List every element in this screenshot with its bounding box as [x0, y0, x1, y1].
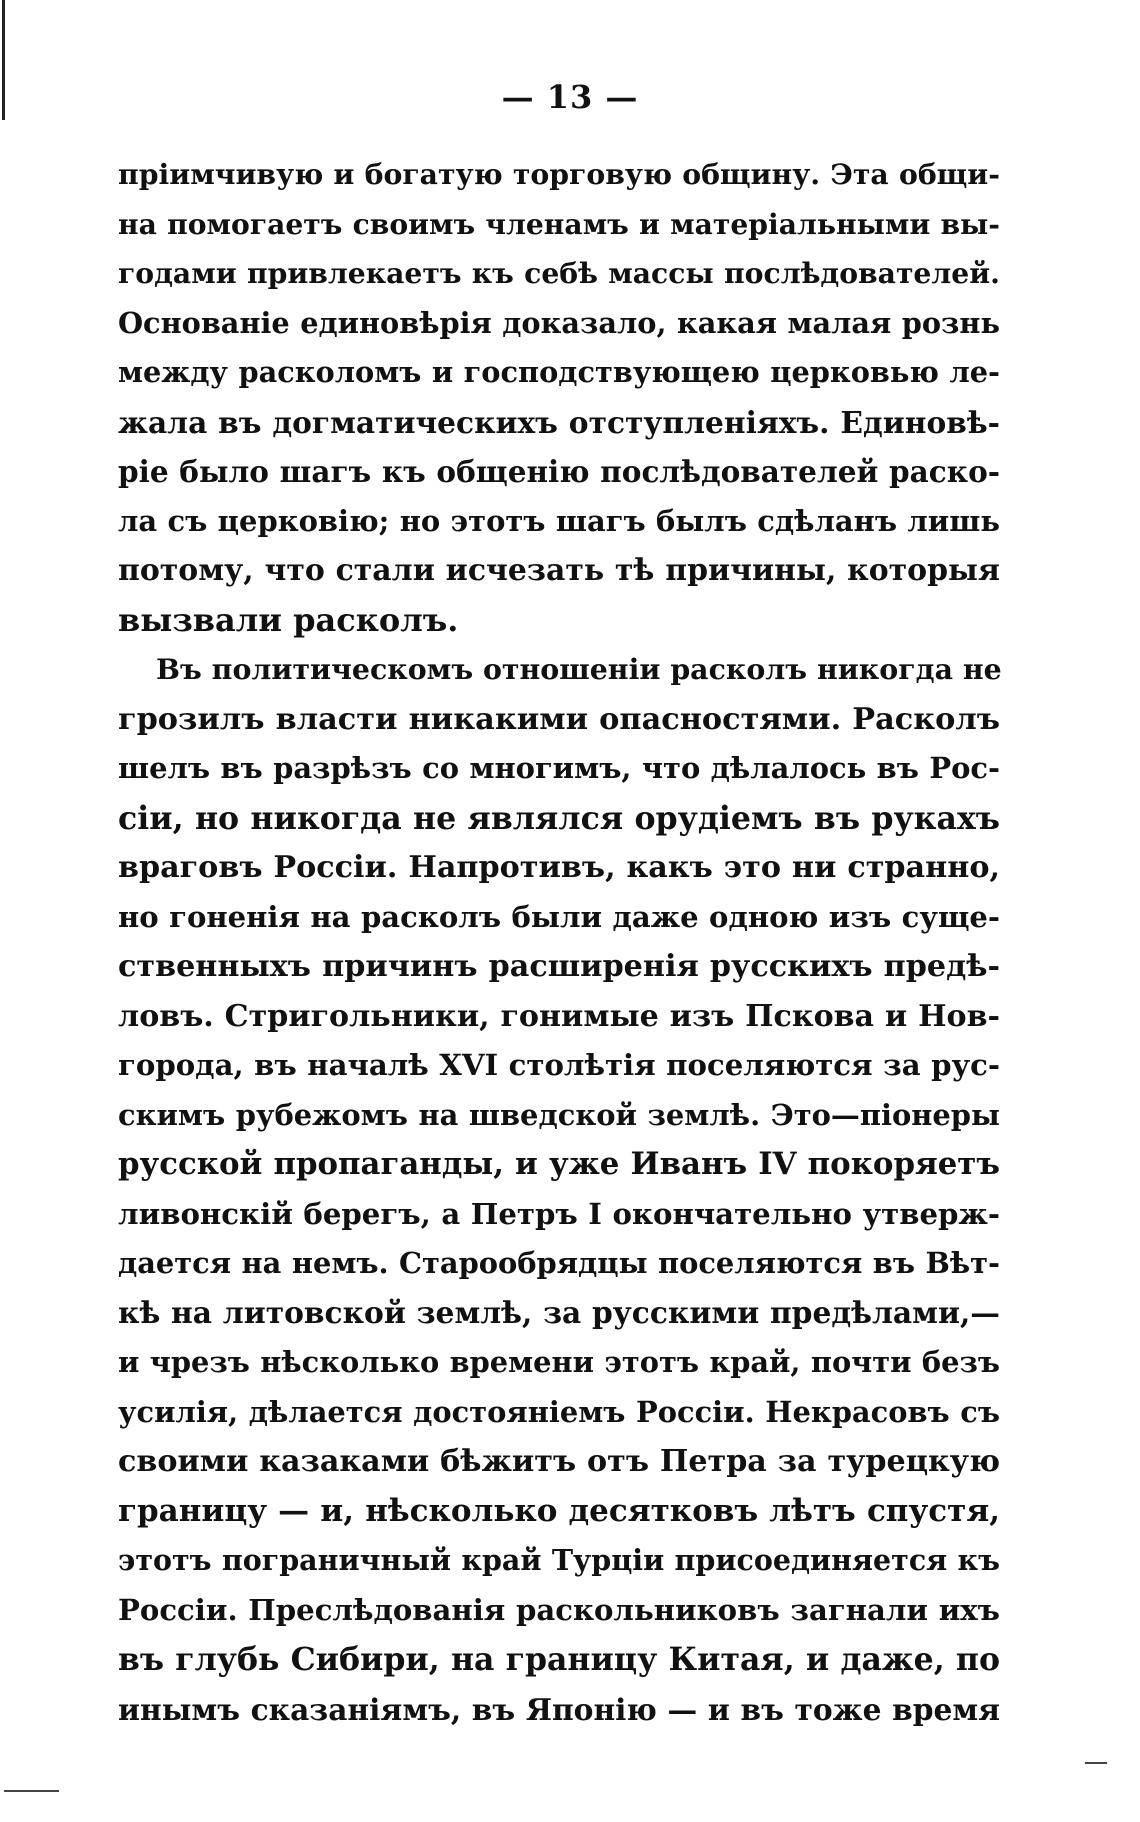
text-line: скимъ рубежомъ на шведской землѣ. Это—піонеры	[118, 1097, 1000, 1132]
text-line: и чрезъ нѣсколько времени этотъ край, почти безъ	[118, 1345, 1000, 1379]
paragraph	[118, 150, 1000, 645]
text-line: сіи, но никогда не являлся орудіемъ въ рукахъ	[118, 799, 1000, 837]
text-line: Основаніе единовѣрія доказало, какая малая рознь	[118, 305, 1000, 340]
paragraph	[118, 645, 1000, 1734]
text-line: годами привлекаетъ къ себѣ массы послѣдователей.	[118, 256, 1000, 290]
text-line: границу — и, нѣсколько десятковъ лѣтъ спустя,	[118, 1492, 1000, 1529]
text-line: ственныхъ причинъ расширенія русскихъ предѣ-	[118, 949, 1000, 984]
text-line: въ глубь Сибири, на границу Китая, и даже, по	[118, 1641, 1000, 1678]
text-line: шелъ въ разрѣзъ со многимъ, что дѣлалось въ Рос-	[118, 751, 1000, 785]
text-line: грозилъ власти никакими опасностями. Расколъ	[118, 701, 1000, 737]
text-line: кѣ на литовской землѣ, за русскими предѣлами,—	[118, 1295, 1000, 1331]
text-line: потому, что стали исчезать тѣ причины, которыя	[118, 553, 1000, 588]
text-line: но гоненія на расколъ были даже одною изъ суще-	[118, 899, 1000, 934]
scan-edge-mark	[1085, 1762, 1107, 1764]
text-line: усилія, дѣлается достояніемъ Россіи. Некрасовъ съ	[118, 1394, 1000, 1429]
text-line: инымъ сказаніямъ, въ Японію — и въ тоже время	[118, 1691, 1000, 1727]
text-line: пріимчивую и богатую торговую общину. Эта общи-	[118, 157, 1000, 191]
text-line: на помогаетъ своимъ членамъ и матеріальными вы-	[118, 207, 1000, 241]
text-line: ливонскій берегъ, а Петръ I окончательно утверж-	[118, 1196, 1000, 1231]
text-line: ріе было шагъ къ общенію послѣдователей раско-	[118, 454, 1000, 489]
text-line: ла съ церковію; но этотъ шагъ былъ сдѣланъ лишь	[118, 503, 1000, 538]
text-line: между расколомъ и господствующею церковью ле-	[118, 355, 1000, 389]
text-line: этотъ пограничный край Турціи присоединяется къ	[118, 1543, 1000, 1577]
text-line: своими казаками бѣжитъ отъ Петра за турецкую	[118, 1444, 1000, 1479]
text-line: вызвали расколъ.	[118, 600, 459, 639]
text-line: русской пропаганды, и уже Иванъ IV покоряетъ	[118, 1146, 1000, 1182]
body-text	[118, 150, 1000, 1734]
text-line: города, въ началѣ XVI столѣтія поселяются за рус-	[118, 1048, 1000, 1082]
page-number: — 13 —	[501, 78, 639, 116]
text-line: дается на немъ. Старообрядцы поселяются въ Вѣт-	[118, 1246, 1000, 1280]
text-line: ловъ. Стригольники, гонимые изъ Пскова и Нов-	[118, 998, 1000, 1034]
text-line: враговъ Россіи. Напротивъ, какъ это ни странно,	[118, 850, 1000, 885]
scan-edge-mark	[4, 1790, 59, 1792]
text-line: Россіи. Преслѣдованія раскольниковъ загнали ихъ	[118, 1592, 1000, 1627]
text-line: Въ политическомъ отношеніи расколъ никогда не	[156, 652, 1002, 686]
text-line: жала въ догматическихъ отступленіяхъ. Единовѣ-	[118, 404, 1000, 440]
